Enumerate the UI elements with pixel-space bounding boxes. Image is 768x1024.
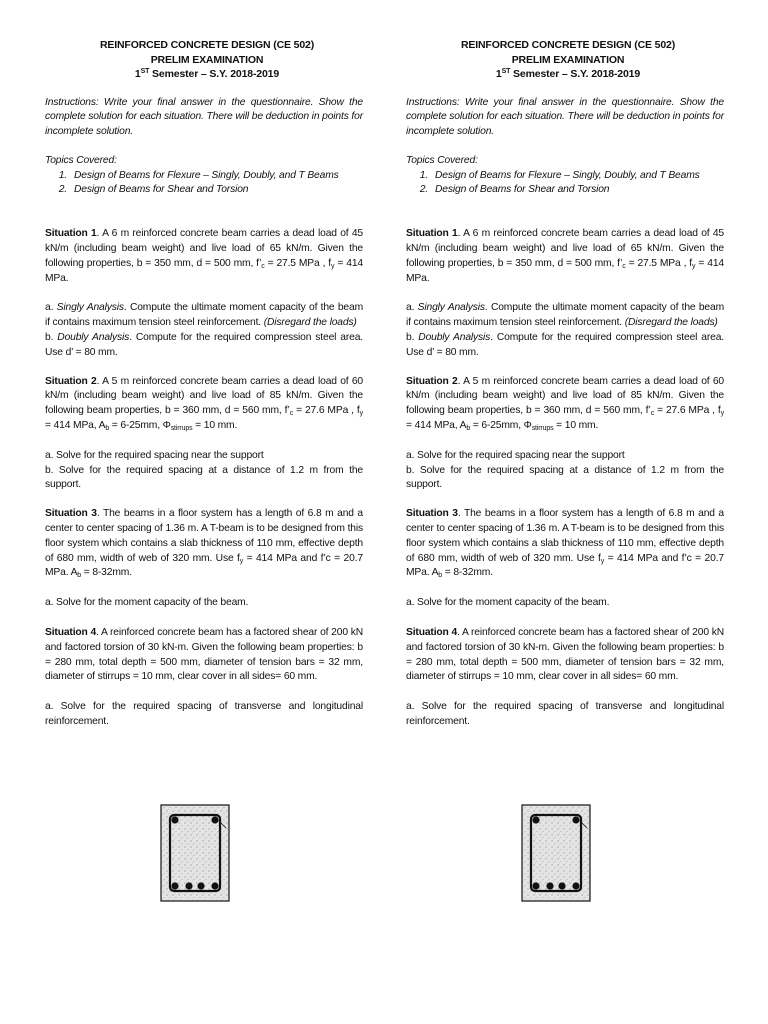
topic-item: 1. Design of Beams for Flexure – Singly, Doubly, and T Beams: [419, 169, 700, 181]
situation-1: Situation 1. A 6 m reinforced concrete beam carries a dead load of 45 kN/m (including beam weight) and live load of 65 kN/m. Given the following properties, b = 350 mm, d = 500 mm, $f’_c = 27.5$ MPa , $f_y = 414$ MPa.: [45, 228, 364, 284]
semester-line: 1ST Semester – S.Y. 2018-2019: [134, 68, 280, 80]
exam-title: PRELIM EXAMINATION: [150, 53, 264, 66]
beam-cross-section-figure: [521, 804, 591, 902]
instructions: Instructions: Write your final answer in the questionnaire. Show the complete solution for each situation. There will be deduction in points for incomplete solution.: [45, 96, 363, 138]
situation-4-question-a: a. Solve for the required spacing of transverse and longitudinal reinforcement.: [406, 701, 724, 727]
situation-1: Situation 1. A 6 m reinforced concrete beam carries a dead load of 45 kN/m (including beam weight) and live load of 65 kN/m. Given the following properties, b = 350 mm, d = 500 mm, $f’_c = 27.5$ MPa , $f_y = 414$ MPa.: [406, 228, 725, 284]
situation-2-question-a: a. Solve for the required spacing near the support: [406, 449, 625, 461]
topics-label: Topics Covered:: [406, 154, 478, 166]
situation-4: Situation 4. A reinforced concrete beam has a factored shear of 200 kN and factored torsion of 30 kN-m. Given the following beam properties: b = 280 mm, total depth = 500 mm, diameter of tension bars = 32 mm, diameter of stirrups = 10 mm, clear cover in all sides= 60 mm.: [45, 627, 363, 683]
situation-1-question-b: b. Doubly Analysis. Compute for the required compression steel area. Use d’ = 80 mm.: [406, 332, 725, 358]
topics-covered: [45, 154, 363, 198]
situation-4: Situation 4. A reinforced concrete beam has a factored shear of 200 kN and factored torsion of 30 kN-m. Given the following beam properties: b = 280 mm, total depth = 500 mm, diameter of tension bars = 32 mm, diameter of stirrups = 10 mm, clear cover in all sides= 60 mm.: [406, 627, 724, 683]
situation-1-question-b: b. Doubly Analysis. Compute for the required compression steel area. Use d’ = 80 mm.: [45, 332, 364, 358]
situation-2: Situation 2. A 5 m reinforced concrete beam carries a dead load of 60 kN/m (including beam weight) and live load of 85 kN/m. Given the following beam properties, b = 360 mm, d = 560 mm, $f’_c = 27.6$ MPa , $f_y = 414$ MPa, $A_b = 6-25mm$, $\Phi_{stirrups} = 10$ mm.: [406, 375, 725, 433]
situation-3: Situation 3. The beams in a floor system has a length of 6.8 m and a center to center spacing of 1.36 m. A T-beam is to be designed from this floor system which contains a slab thickness of 110 mm, effective depth of 680 mm, width of web of 320 mm. Use $f_y = 414$ MPa and f’c = 20.7 MPa. $A_b = 8-32mm$.: [406, 508, 724, 580]
exam-column-left: [45, 38, 363, 730]
situation-3-question-a: a. Solve for the moment capacity of the beam.: [406, 597, 610, 609]
course-title: REINFORCED CONCRETE DESIGN (CE 502): [99, 39, 315, 51]
situation-4-question-a: a. Solve for the required spacing of transverse and longitudinal reinforcement.: [45, 701, 363, 727]
course-title: REINFORCED CONCRETE DESIGN (CE 502): [460, 39, 676, 51]
topic-item: 1. Design of Beams for Flexure – Singly, Doubly, and T Beams: [58, 169, 339, 181]
topics-covered: [406, 154, 724, 198]
situation-3: Situation 3. The beams in a floor system has a length of 6.8 m and a center to center spacing of 1.36 m. A T-beam is to be designed from this floor system which contains a slab thickness of 110 mm, effective depth of 680 mm, width of web of 320 mm. Use $f_y = 414$ MPa and f’c = 20.7 MPa. $A_b = 8-32mm$.: [45, 508, 363, 580]
instructions: Instructions: Write your final answer in the questionnaire. Show the complete solution for each situation. There will be deduction in points for incomplete solution.: [406, 96, 724, 138]
semester-line: 1ST Semester – S.Y. 2018-2019: [495, 68, 641, 80]
exam-title: PRELIM EXAMINATION: [511, 53, 625, 66]
situation-2-question-b: b. Solve for the required spacing at a distance of 1.2 m from the support.: [45, 464, 363, 491]
situation-1-question-a: a. Singly Analysis. Compute the ultimate moment capacity of the beam if contains maximum tension steel reinforcement. (Disregard the loads): [406, 302, 724, 329]
exam-column-right: [406, 38, 724, 730]
topic-item: 2. Design of Beams for Shear and Torsion: [58, 184, 249, 196]
exam-header: [51, 38, 363, 82]
situation-1-question-a: a. Singly Analysis. Compute the ultimate moment capacity of the beam if contains maximum tension steel reinforcement. (Disregard the loads): [45, 302, 363, 329]
exam-header: [412, 38, 724, 82]
situation-2: Situation 2. A 5 m reinforced concrete beam carries a dead load of 60 kN/m (including beam weight) and live load of 85 kN/m. Given the following beam properties, b = 360 mm, d = 560 mm, $f’_c = 27.6$ MPa , $f_y = 414$ MPa, $A_b = 6-25mm$, $\Phi_{stirrups} = 10$ mm.: [45, 375, 364, 433]
topics-label: Topics Covered:: [45, 154, 117, 166]
situation-2-question-b: b. Solve for the required spacing at a distance of 1.2 m from the support.: [406, 464, 724, 491]
topic-item: 2. Design of Beams for Shear and Torsion: [419, 184, 610, 196]
beam-cross-section-figure: [160, 804, 230, 902]
situation-2-question-a: a. Solve for the required spacing near the support: [45, 449, 264, 461]
situation-3-question-a: a. Solve for the moment capacity of the beam.: [45, 597, 249, 609]
